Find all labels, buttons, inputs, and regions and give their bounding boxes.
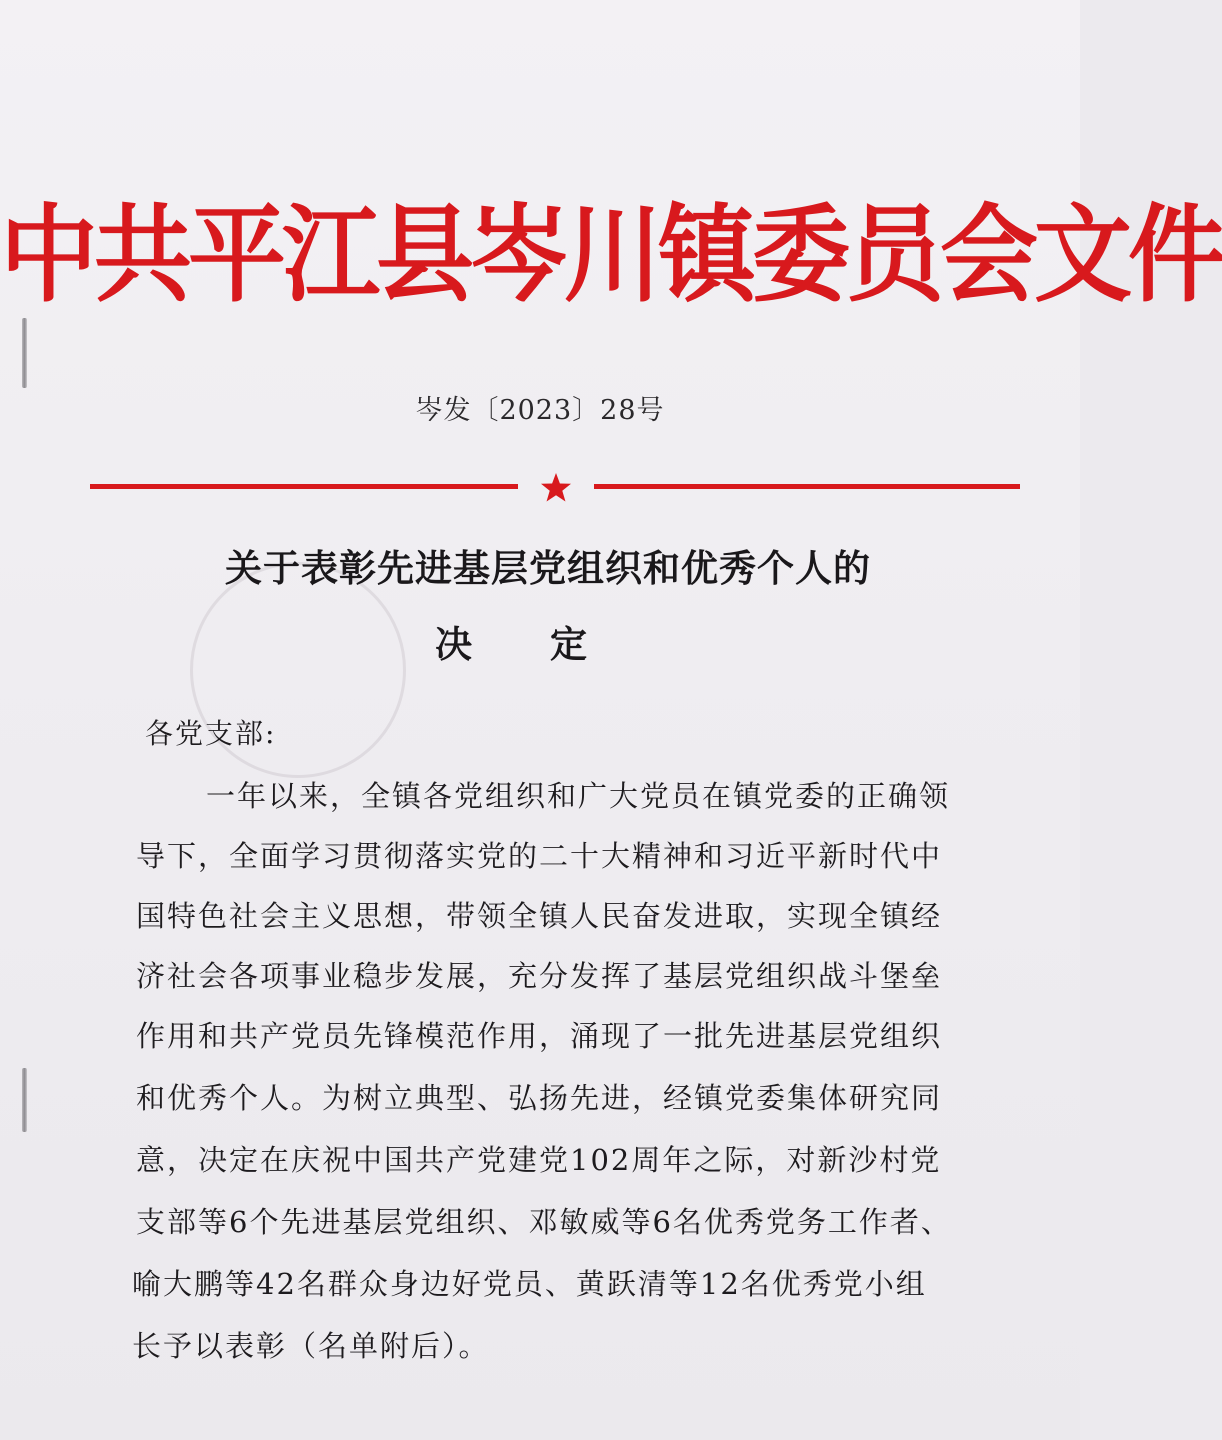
document-masthead: 中共平江县岑川镇委员会文件 bbox=[0, 194, 1222, 318]
salutation: 各党支部: bbox=[145, 717, 277, 750]
red-divider-left bbox=[90, 484, 518, 489]
document-number: 岑发〔2023〕28号 bbox=[415, 395, 665, 426]
bleed-through-texture bbox=[130, 70, 950, 190]
body-line: 和优秀个人。为树立典型、弘扬先进，经镇党委集体研究同 bbox=[136, 1081, 943, 1115]
body-line: 喻大鹏等42名群众身边好党员、黄跃清等12名优秀党小组 bbox=[132, 1267, 927, 1301]
body-line: 意，决定在庆祝中国共产党建党102周年之际，对新沙村党 bbox=[136, 1143, 942, 1177]
red-divider-right bbox=[594, 484, 1020, 489]
document-title-line2: 决定 bbox=[435, 623, 665, 666]
body-line: 导下，全面学习贯彻落实党的二十大精神和习近平新时代中 bbox=[136, 839, 943, 873]
body-line: 济社会各项事业稳步发展，充分发挥了基层党组织战斗堡垒 bbox=[136, 959, 943, 993]
body-line: 国特色社会主义思想，带领全镇人民奋发进取，实现全镇经 bbox=[136, 899, 943, 933]
star-icon bbox=[538, 470, 574, 506]
body-line: 作用和共产党员先锋模范作用，涌现了一批先进基层党组织 bbox=[136, 1019, 943, 1053]
document-title-line1: 关于表彰先进基层党组织和优秀个人的 bbox=[225, 547, 871, 590]
body-line: 支部等6个先进基层党组织、邓敏威等6名优秀党务工作者、 bbox=[136, 1205, 952, 1239]
body-line: 长予以表彰（名单附后）。 bbox=[132, 1329, 490, 1363]
staple-bottom bbox=[22, 1068, 27, 1132]
body-line: 一年以来，全镇各党组织和广大党员在镇党委的正确领 bbox=[206, 779, 951, 813]
